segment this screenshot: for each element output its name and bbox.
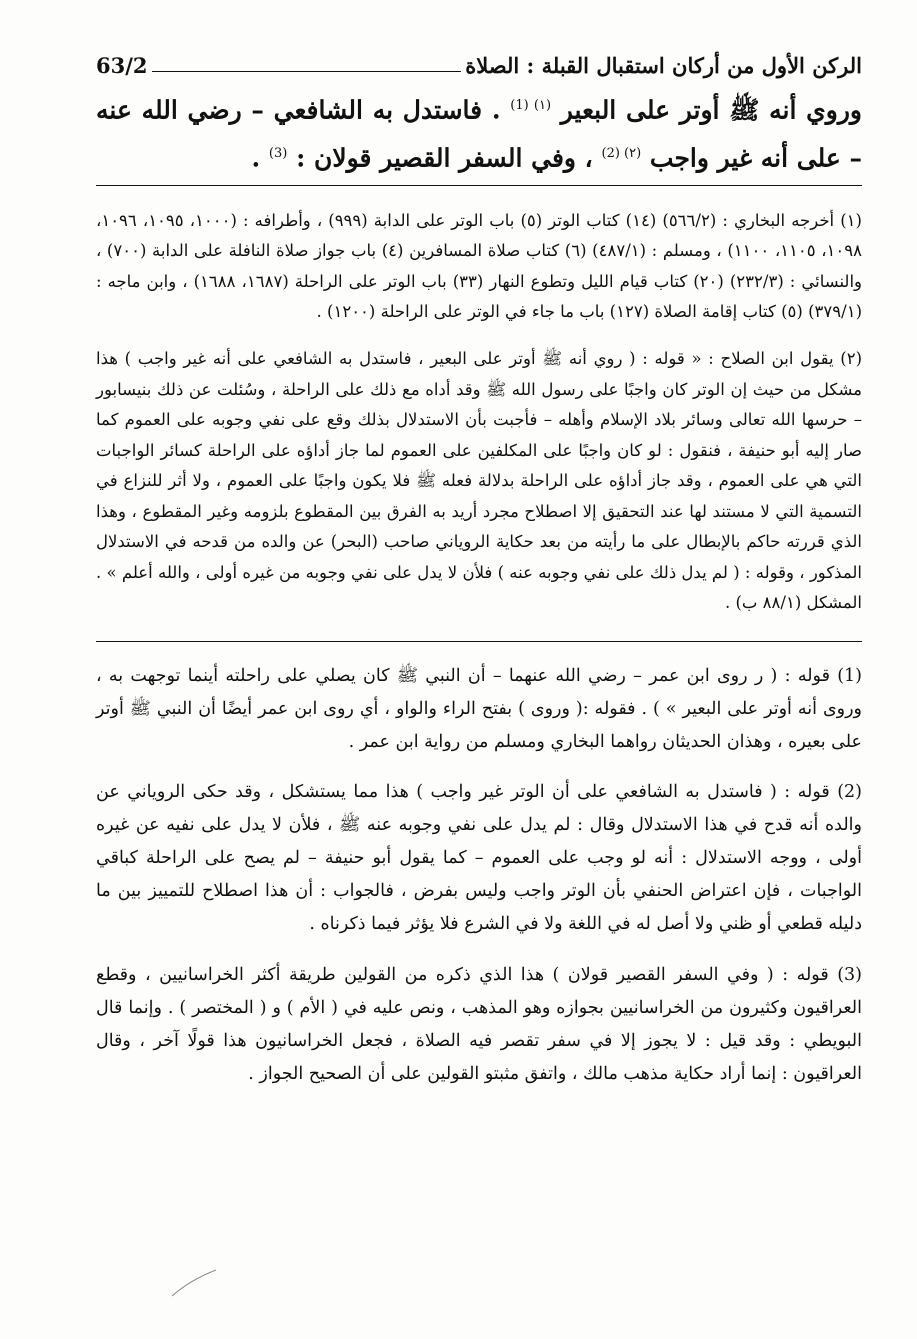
main-text bbox=[96, 84, 862, 181]
header-title: الركن الأول من أركان استقبال القبلة : الصلاة bbox=[465, 53, 862, 78]
commentary-2: (2) قوله : ( فاستدل به الشافعي على أن الوتر غير واجب ) هذا مما يستشكل ، وقد حكى الروياني عن والده أنه قدح في هذا الاستدلال وقال : لم يدل على نفي وجوبه عنه ﷺ ، فلأن لا يدل على نفيه عن غيره أولى ، ووجه الاستدلال : أنه لو وجب على العموم – كما يقول أبو حنيفة – لم يصح على الراحلة كباقي الواجبات ، فإن اعتراض الحنفي بأن الوتر واجب وليس بفرض ، فالجواب : أن هذا اصطلاح للتمييز بين ما دليله قطعي أو ظني ولا أصل له في اللغة ولا في الشرع فلا يؤثر فيما ذكرناه . bbox=[96, 782, 862, 935]
commentary bbox=[96, 660, 862, 1091]
main-line2: ، وفي السفر القصير قولان : bbox=[296, 143, 593, 173]
main-line1b: . فاستدل به الشافعي – رضي الله عنه – على أنه غير واجب bbox=[96, 95, 862, 173]
footnote-2: (٢) يقول ابن الصلاح : « قوله : ( روي أنه ﷺ أوتر على البعير ، فاستدل به الشافعي على أنه غير واجب ) هذا مشكل من حيث إن الوتر كان واجبًا على رسول الله ﷺ وقد أداه مع ذلك على الراحلة ، وسُئلت عن ذلك بنيسابور – حرسها الله تعالى وسائر بلاد الإسلام وأهله – فأجبت بأن الاستدلال بذلك وقع على نفي وجوبه على العموم كما صار إليه أبو حنيفة ، فنقول : لو كان واجبًا على المكلفين على العموم لما جاز أداؤه على الراحلة كسائر الواجبات التي هي على العموم ، وقد جاز أداؤه على الراحلة بدلالة فعله ﷺ فلا يكون واجبًا على العموم ، ولا أثر للنزاع في التسمية التي لا مستند لها عند التحقيق إلا اصطلاح مجرد أريد به الفرق بين المقطوع بلزومه وغير المقطوع ، وهذا الذي قررته حاكم بالإبطال على ما رأيته من بعد حكاية الروياني صاحب (البحر) عن والده من قدحه في الاستدلال المذكور ، وقوله : ( لم يدل ذلك على نفي وجوبه عنه ) فلأن لا يدل على نفي وجوبه من غيره أولى ، والله أعلم » . المشكل (٨٨/١ ب) . bbox=[96, 349, 862, 613]
footnote-ref-3: (3) bbox=[268, 146, 288, 162]
footnote-ref-1: (١) (1) bbox=[510, 98, 552, 113]
header-rule bbox=[152, 71, 462, 72]
running-header bbox=[96, 48, 862, 78]
main-line1: وروي أنه ﷺ أوتر على البعير bbox=[560, 95, 862, 125]
pen-mark bbox=[170, 1268, 218, 1298]
commentary-1: (1) قوله : ( ر روى ابن عمر – رضي الله عنهما – أن النبي ﷺ كان يصلي على راحلته أينما توجهت به ، وروى أنه أوتر على البعير » ) . فقوله :( وروى ) بفتح الراء والواو ، أي روى ابن عمر أيضًا أن النبي ﷺ أوتر على بعيره ، وهذان الحديثان رواهما البخاري ومسلم من رواية ابن عمر . bbox=[96, 665, 862, 752]
page bbox=[96, 48, 862, 1103]
footnote-ref-2: (٢) (2) bbox=[601, 146, 642, 162]
commentary-3: (3) قوله : ( وفي السفر القصير قولان ) هذا الذي ذكره من القولين طريقة أكثر الخراسانيين ، وقطع العراقيون وكثيرون من الخراسانيين بجوازه وهو المذهب ، ونص عليه في ( الأم ) و ( المختصر ) . وإنما قال البويطي : وقد قيل : لا يجوز إلا في سفر تقصر فيه الصلاة ، فجعل الخراسانيون هذا قولًا آخر ، وقال العراقيون : إنما أراد حكاية مذهب مالك ، واتفق مثبتو القولين على أن الصحيح الجواز . bbox=[96, 964, 862, 1084]
footnotes bbox=[96, 206, 862, 619]
footnote-1: (١) أخرجه البخاري : (٥٦٦/٢) (١٤) كتاب الوتر (٥) باب الوتر على الدابة (٩٩٩) ، وأطرافه : (١٠٠٠، ١٠٩٥، ١٠٩٦، ١٠٩٨، ١١٠٥، ١١٠٠) ، ومسلم : (٤٨٧/١) (٦) كتاب صلاة المسافرين (٤) باب جواز صلاة النافلة على الدابة (٧٠٠) ، والنسائي : (٢٣٢/٣) (٢٠) كتاب قيام الليل وتطوع النهار (٣٣) باب الوتر على الراحلة (١٦٨٧، ١٦٨٨) ، وابن ماجه : (٣٧٩/١) (٥) كتاب إقامة الصلاة (١٢٧) باب ما جاء في الوتر على الراحلة (١٢٠٠) . bbox=[96, 210, 863, 322]
page-number: 63/2 bbox=[96, 53, 148, 78]
main-end: . bbox=[251, 143, 261, 173]
commentary-separator bbox=[96, 641, 862, 642]
main-separator bbox=[96, 185, 862, 186]
